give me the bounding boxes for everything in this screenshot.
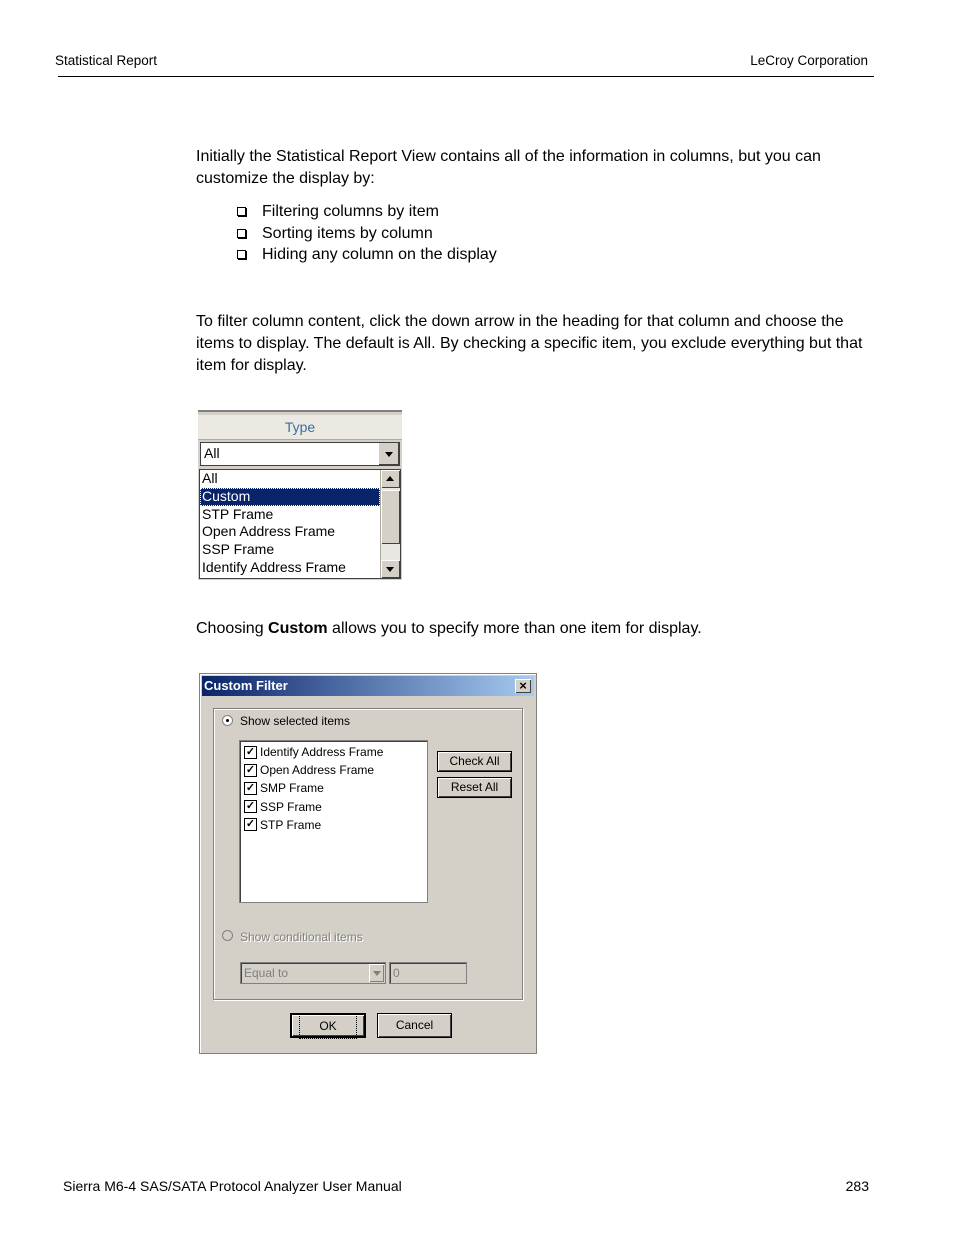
dialog-title: Custom Filter — [204, 678, 288, 693]
cancel-button[interactable]: Cancel — [377, 1013, 452, 1038]
footer-manual-title: Sierra M6-4 SAS/SATA Protocol Analyzer User Manual — [63, 1178, 402, 1194]
type-column-heading[interactable]: Type — [198, 415, 402, 440]
checkbox-bullet-icon — [237, 207, 246, 216]
checklist-item[interactable]: ✓ SSP Frame — [245, 799, 322, 814]
custom-emphasis: Custom — [268, 620, 328, 637]
header-section-title: Statistical Report — [55, 53, 158, 68]
list-item: Sorting items by column — [237, 223, 497, 245]
scroll-thumb[interactable] — [381, 490, 400, 544]
condition-select[interactable]: Equal to — [240, 962, 386, 984]
choosing-paragraph: Choosing Custom allows you to specify more than one item for display. — [196, 620, 702, 637]
header-company: LeCroy Corporation — [750, 53, 868, 68]
type-combo-value: All — [204, 445, 220, 461]
type-option-ssp-frame[interactable]: SSP Frame — [202, 541, 275, 558]
dialog-titlebar — [202, 676, 534, 696]
checklist-item[interactable]: ✓ Open Address Frame — [245, 763, 375, 778]
check-all-button[interactable]: Check All — [437, 751, 512, 772]
customize-list — [237, 201, 497, 266]
checklist-item[interactable]: ✓ Identify Address Frame — [245, 745, 384, 760]
checklist-item[interactable]: ✓ SMP Frame — [245, 781, 324, 796]
list-scrollbar[interactable] — [380, 470, 400, 578]
close-icon[interactable]: × — [515, 679, 531, 693]
custom-filter-dialog — [199, 673, 537, 1054]
checklist-item[interactable]: ✓ STP Frame — [245, 817, 322, 832]
item-checklist[interactable] — [239, 740, 428, 903]
show-conditional-label: Show conditional items — [240, 930, 363, 944]
type-combo[interactable] — [200, 442, 400, 466]
show-selected-label: Show selected items — [240, 714, 351, 728]
intro-paragraph: Initially the Statistical Report View contains all of the information in columns, but you can customize the display by: — [196, 148, 821, 187]
type-option-all[interactable]: All — [202, 470, 218, 486]
list-item: Filtering columns by item — [237, 201, 497, 223]
chevron-down-icon[interactable] — [369, 964, 384, 982]
ok-button[interactable]: OK — [290, 1013, 366, 1038]
show-selected-radio[interactable] — [222, 715, 233, 726]
type-option-stp-frame[interactable]: STP Frame — [202, 505, 274, 522]
checkbox-checked-icon[interactable]: ✓ — [245, 745, 256, 758]
show-conditional-radio[interactable] — [222, 930, 233, 941]
list-item: Hiding any column on the display — [237, 244, 497, 266]
checkbox-checked-icon[interactable]: ✓ — [245, 781, 256, 794]
checkbox-checked-icon[interactable]: ✓ — [245, 800, 256, 813]
condition-value-input[interactable]: 0 — [389, 962, 467, 984]
type-options-list[interactable] — [199, 469, 401, 579]
header-rule — [58, 76, 874, 77]
checkbox-bullet-icon — [237, 250, 246, 259]
type-filter-widget — [198, 410, 402, 580]
page-number: 283 — [845, 1178, 869, 1194]
dropdown-arrow-icon[interactable] — [378, 443, 399, 465]
type-option-open-address-frame[interactable]: Open Address Frame — [202, 523, 336, 540]
reset-all-button[interactable]: Reset All — [437, 777, 512, 798]
scroll-up-arrow-icon[interactable] — [381, 470, 400, 488]
filter-paragraph: To filter column content, click the down arrow in the heading for that column and choose the items to display. The default is All. By checking a specific item, you exclude everything but that item for display. — [196, 313, 863, 374]
type-option-custom[interactable]: Custom — [200, 488, 380, 506]
checkbox-checked-icon[interactable]: ✓ — [245, 818, 256, 831]
checkbox-bullet-icon — [237, 229, 246, 238]
checkbox-checked-icon[interactable]: ✓ — [245, 763, 256, 776]
scroll-down-arrow-icon[interactable] — [381, 560, 400, 578]
type-option-identify-address-frame[interactable]: Identify Address Frame — [202, 558, 346, 575]
